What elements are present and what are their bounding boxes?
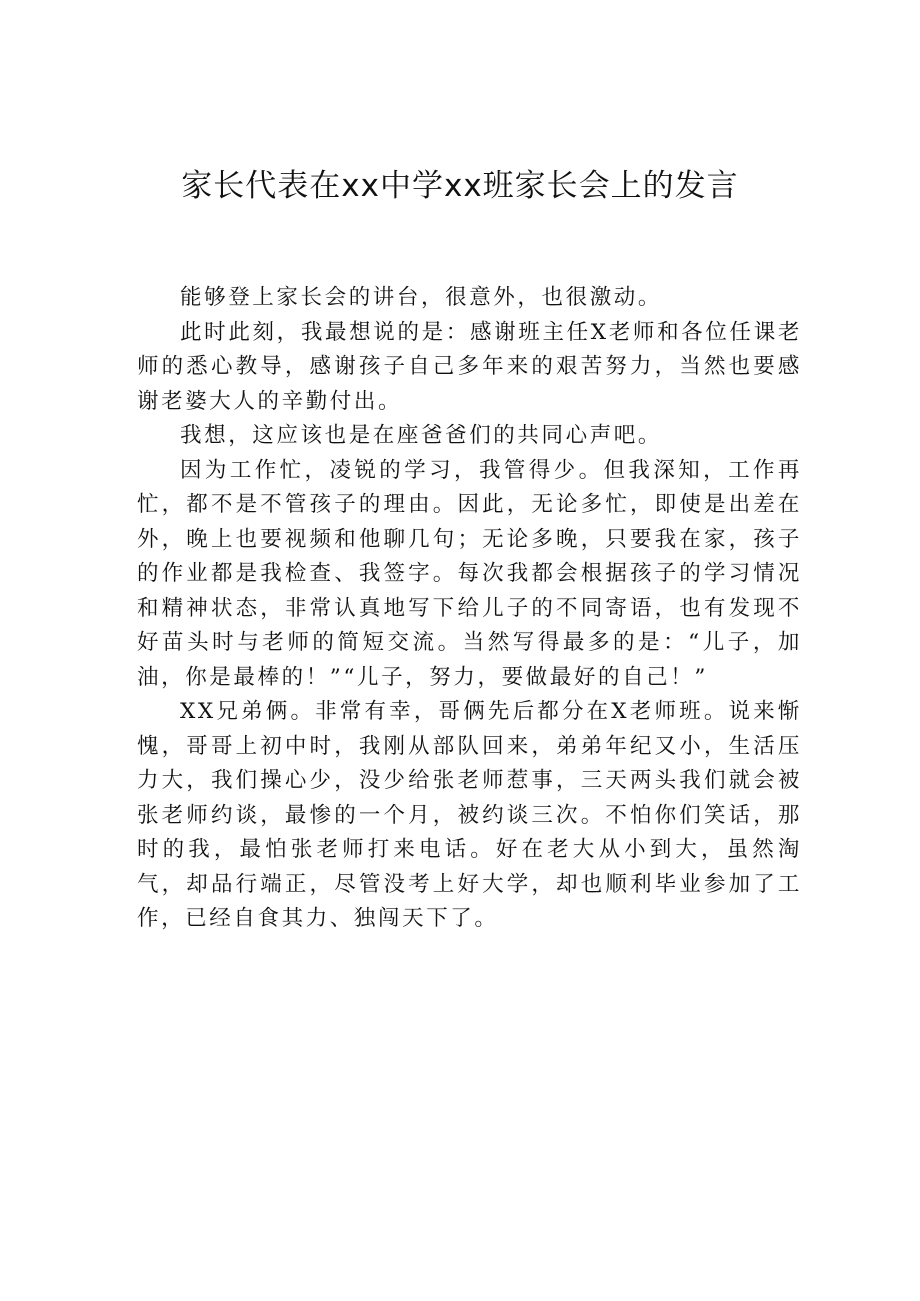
paragraph: 能够登上家长会的讲台，很意外，也很激动。 — [180, 285, 663, 310]
paragraph: XX兄弟俩。非常有幸，哥俩先后都分在X老师班。说来惭愧，哥哥上初中时，我刚从部队回来，弟弟年纪又小，生活压力大，我们操心少，没少给张老师惹事，三天两头我们就会被张老师约谈，最惨的一个月，被约谈三次。不怕你们笑话，那时的我，最怕张老师打来电话。好在老大从小到大，虽然淘气，却品行端正，尽管没考上好大学，却也顺利毕业参加了工作，已经自食其力、独闯天下了。 — [137, 699, 802, 931]
paragraph: 因为工作忙，凌锐的学习，我管得少。但我深知，工作再忙，都不是不管孩子的理由。因此，无论多忙，即使是出差在外，晚上也要视频和他聊几句；无论多晚，只要我在家，孩子的作业都是我检查、我签字。每次我都会根据孩子的学习情况和精神状态，非常认真地写下给儿子的不同寄语，也有发现不好苗头时与老师的简短交流。当然写得最多的是：“儿子，加油，你是最棒的！”“儿子，努力，要做最好的自己！” — [137, 457, 802, 690]
document-title: 家长代表在xx中学xx班家长会上的发言 — [181, 168, 739, 204]
document-body — [137, 281, 802, 937]
paragraph: 此时此刻，我最想说的是：感谢班主任X老师和各位任课老师的悉心教导，感谢孩子自己多年来的艰苦努力，当然也要感谢老婆大人的辛勤付出。 — [137, 319, 802, 414]
paragraph: 我想，这应该也是在座爸爸们的共同心声吧。 — [180, 423, 663, 448]
